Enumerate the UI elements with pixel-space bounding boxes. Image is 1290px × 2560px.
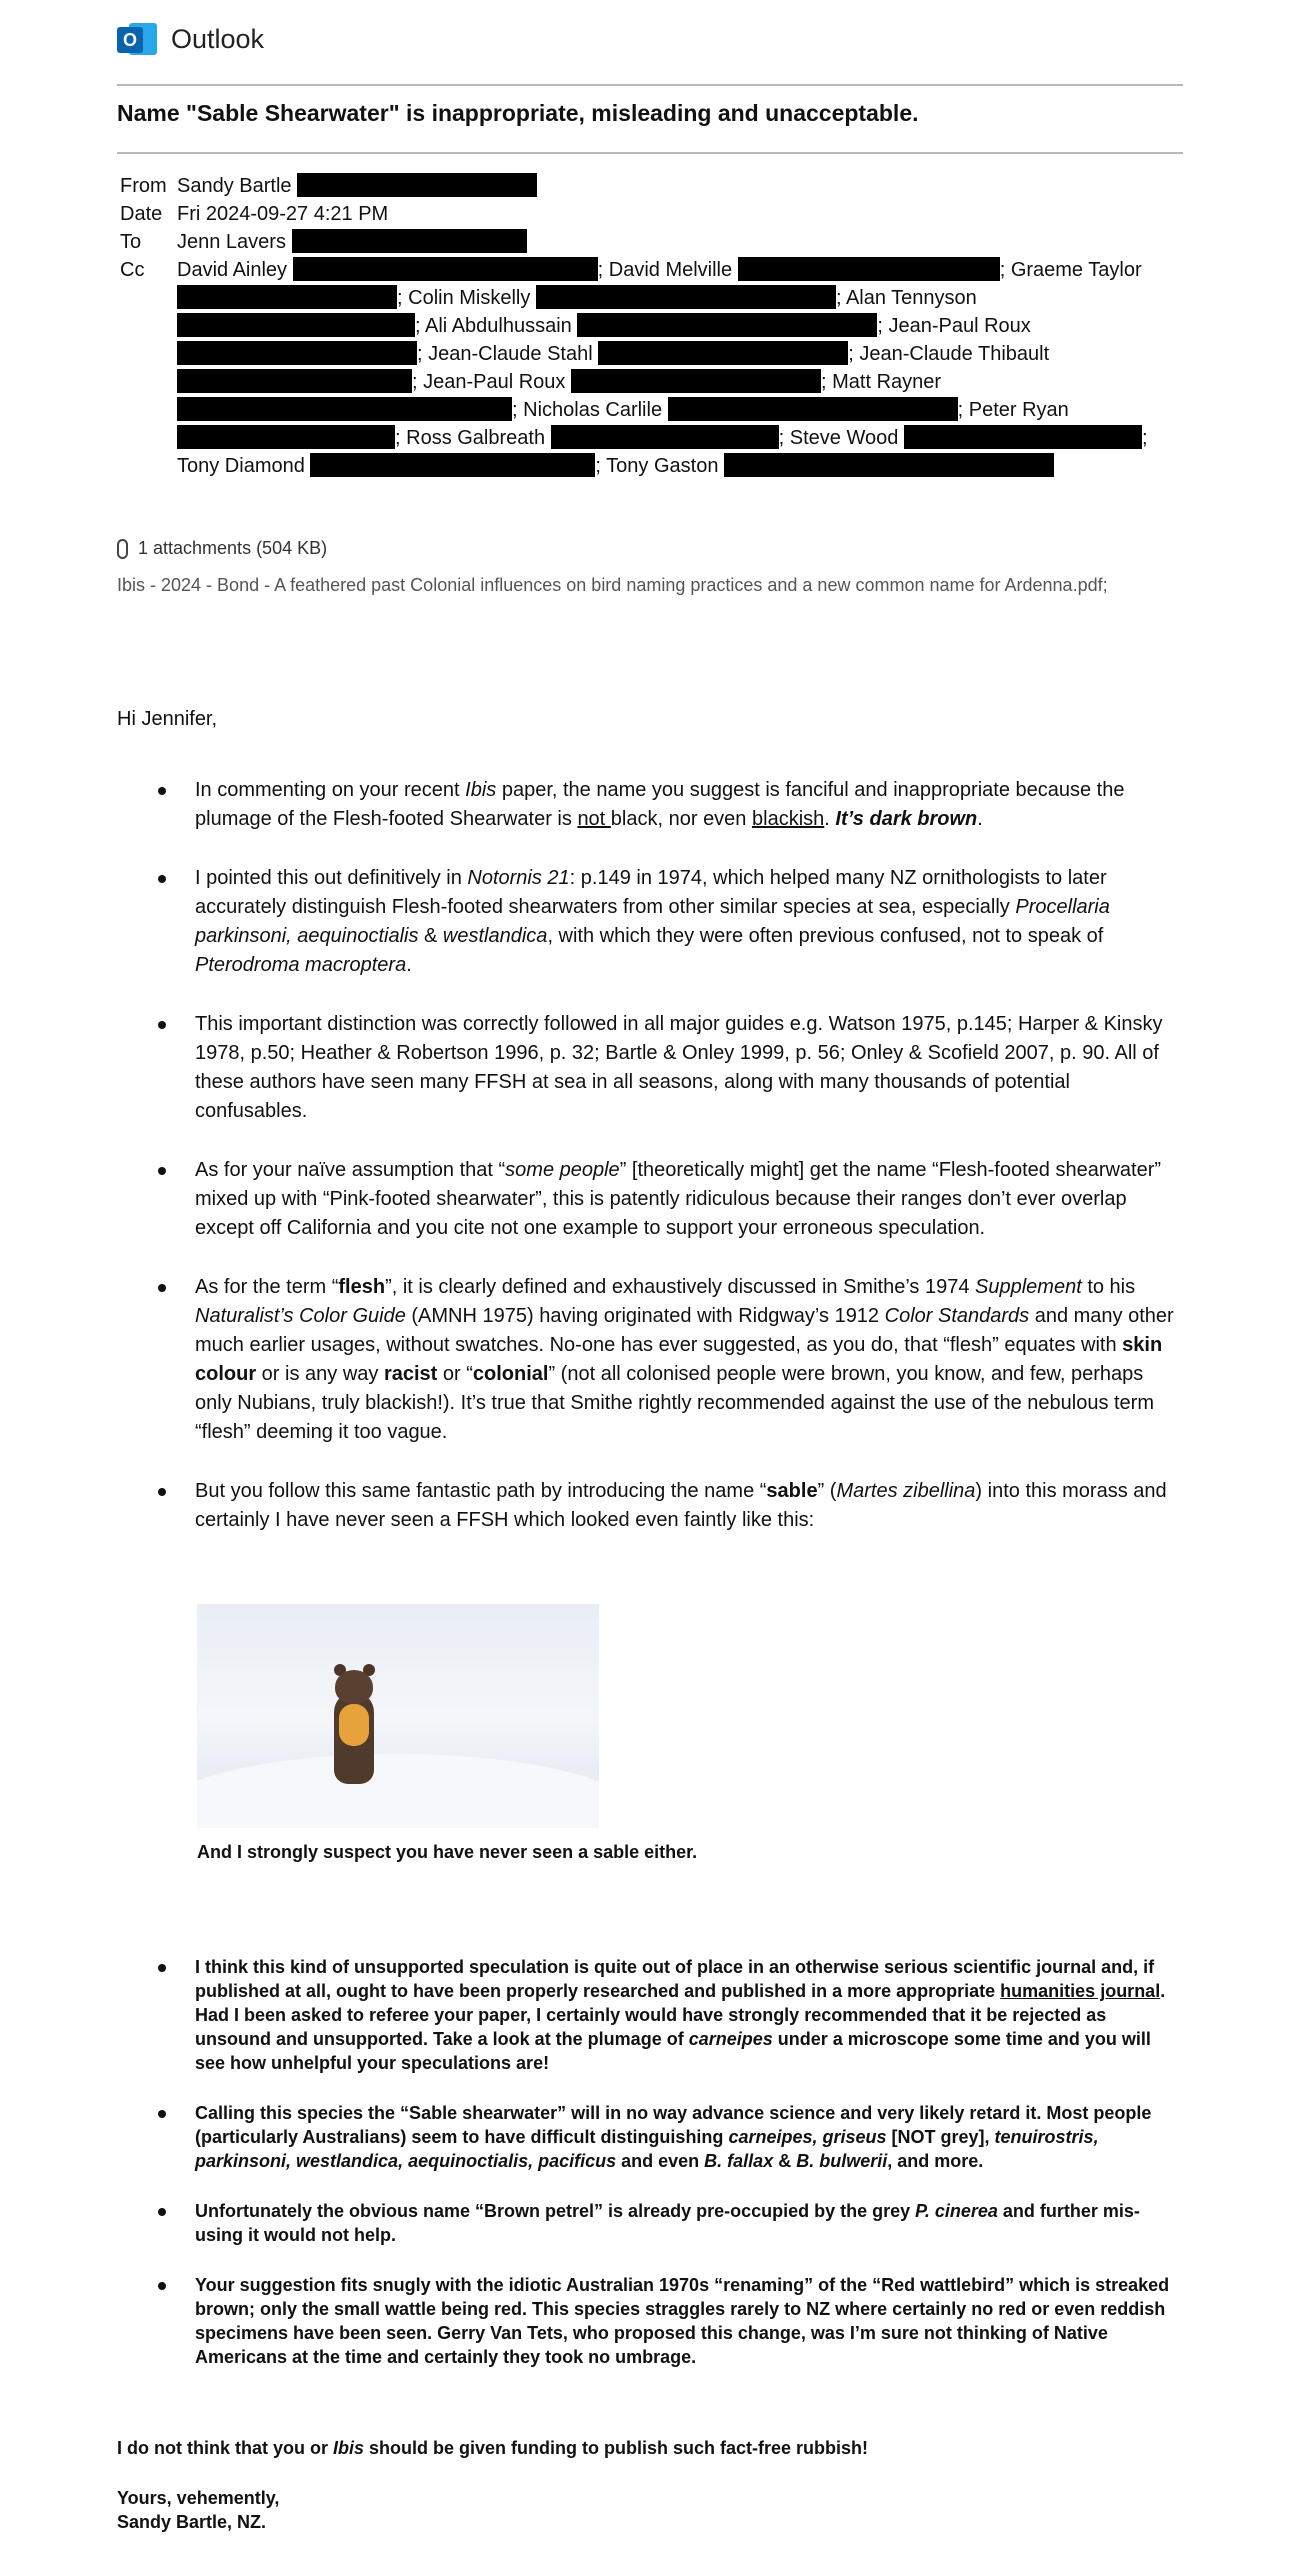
redacted-email [738, 257, 1000, 281]
cc-name[interactable]: Jean-Claude Stahl [428, 343, 593, 365]
list-item: This important distinction was correctly followed in all major guides e.g. Watson 1975, p.145; Harper & Kinsky 1978, p.50; Heather & Robertson 1996, p. 32; Bartle & Onley 1999, p. 56; Onley & Scofield 2007, p. 90. All of these authors have seen many FFSH at sea in all seasons, along with many thousands of potential confusables. [155, 1010, 1185, 1126]
list-item: In commenting on your recent Ibis paper, the name you suggest is fanciful and inappropriate because the plumage of the Flesh-footed Shearwater is not black, nor even blackish. It’s dark brown. [155, 776, 1185, 834]
app-title: Outlook [171, 23, 265, 54]
redacted-email [310, 453, 595, 477]
cc-name[interactable]: Alan Tennyson [845, 287, 977, 309]
cc-list: David Ainley ; David Melville ; Graeme Taylor ; Colin Miskelly ; Alan Tennyson ; Ali Abdulhussain ; Jean-Paul Roux ; Jean-Claude Stahl ; Jean-Claude Thibault ; Jean-Paul Roux ; Matt Rayner ; Nicholas Carlile ; Peter Ryan ; Ross Galbreath ; Steve Wood ; Tony Diamond ; Tony Gaston [177, 259, 1148, 477]
cc-name[interactable]: Graeme Taylor [1010, 259, 1142, 281]
cc-name[interactable]: Nicholas Carlile [523, 399, 663, 421]
greeting: Hi Jennifer, [117, 708, 218, 730]
cc-row [120, 256, 1190, 480]
list-item: But you follow this same fantastic path by introducing the name “sable” (Martes zibellina) into this morass and certainly I have never seen a FFSH which looked even faintly like this: [155, 1477, 1185, 1535]
closing-statement: I do not think that you or Ibis should be given funding to publish such fact-free rubbish! [117, 2438, 868, 2458]
cc-name[interactable]: Jean-Claude Thibault [859, 343, 1050, 365]
to-row [120, 228, 1190, 256]
cc-name[interactable]: Tony Gaston [606, 455, 719, 477]
list-item: I pointed this out definitively in Notornis 21: p.149 in 1974, which helped many NZ ornithologists to later accurately distinguish Flesh-footed shearwaters from other similar species at sea, especially Procellaria parkinsoni, aequinoctialis & westlandica, with which they were often previous confused, not to speak of Pterodroma macroptera. [155, 864, 1185, 980]
redacted-email [177, 285, 397, 309]
list-item: As for the term “flesh”, it is clearly defined and exhaustively discussed in Smithe’s 1974 Supplement to his Naturalist’s Color Guide (AMNH 1975) having originated with Ridgway’s 1912 Color Standards and many other much earlier usages, without swatches. No-one has ever suggested, as you do, that “flesh” equates with skin colour or is any way racist or “colonial” (not all colonised people were brown, you know, and few, perhaps only Nubians, truly blackish!). It’s true that Smithe rightly recommended against the use of the nebulous term “flesh” deeming it too vague. [155, 1273, 1185, 1447]
cc-name[interactable]: Ali Abdulhussain [425, 315, 572, 337]
redacted-email [598, 341, 848, 365]
signature: Sandy Bartle, NZ. [117, 2512, 267, 2532]
body-list [155, 776, 1185, 1535]
redacted-email [551, 425, 779, 449]
email-headers [120, 172, 1190, 480]
cc-name[interactable]: Jean-Paul Roux [423, 371, 566, 393]
redacted-email [177, 369, 412, 393]
app-header [117, 14, 264, 64]
paperclip-icon [117, 539, 128, 559]
date-label: Date [120, 203, 163, 225]
cc-name[interactable]: Jean-Paul Roux [888, 315, 1031, 337]
signoff: Yours, vehemently, [117, 2488, 280, 2508]
list-item: I think this kind of unsupported speculation is quite out of place in an otherwise serious scientific journal and, if published at all, ought to have been properly researched and published in a more appropriate humanities journal. Had I been asked to referee your paper, I certainly would have strongly recommended that it be rejected as unsound and unsupported. Take a look at the plumage of carneipes under a microscope some time and you will see how unhelpful your speculations are! [155, 1955, 1185, 2075]
redacted-email [571, 369, 821, 393]
photo-caption: And I strongly suspect you have never seen a sable either. [197, 1842, 698, 1862]
list-item: Unfortunately the obvious name “Brown petrel” is already pre-occupied by the grey P. cinerea and further mis-using it would not help. [155, 2199, 1185, 2247]
redacted-email [724, 453, 1054, 477]
cc-name[interactable]: Tony Diamond [177, 455, 305, 477]
recipient-name[interactable]: Jenn Lavers [177, 231, 286, 253]
cc-name[interactable]: David Melville [608, 259, 733, 281]
cc-label: Cc [120, 259, 145, 281]
list-item: As for your naïve assumption that “some people” [theoretically might] get the name “Flesh-footed shearwater” mixed up with “Pink-footed shearwater”, this is patently ridiculous because their ranges don’t ever overlap except off California and you cite not one example to support your erroneous speculation. [155, 1156, 1185, 1243]
date-row [120, 200, 1190, 228]
cc-name[interactable]: Colin Miskelly [408, 287, 531, 309]
email-subject: Name "Sable Shearwater" is inappropriate, misleading and unacceptable. [117, 100, 919, 126]
redacted-email [668, 397, 958, 421]
cc-name[interactable]: Matt Rayner [832, 371, 942, 393]
sender-name[interactable]: Sandy Bartle [177, 175, 292, 197]
redacted-email [293, 257, 598, 281]
list-item: Calling this species the “Sable shearwater” will in no way advance science and very likely retard it. Most people (particularly Australians) seem to have difficult distinguishing carneipes, griseus [NOT grey], tenuirostris, parkinsoni, westlandica, aequinoctialis, pacificus and even B. fallax & B. bulwerii, and more. [155, 2101, 1185, 2173]
attachment-summary[interactable] [117, 538, 327, 559]
redacted-email [177, 341, 417, 365]
attachment-count: 1 attachments (504 KB) [138, 538, 328, 558]
sable-photo [197, 1604, 599, 1828]
redacted-email [536, 285, 836, 309]
body-list [155, 1955, 1185, 2369]
redacted-email [904, 425, 1142, 449]
redacted-email [177, 425, 395, 449]
attachment-filename[interactable]: Ibis - 2024 - Bond - A feathered past Colonial influences on bird naming practices and a new common name for Ardenna.pdf; [117, 575, 1108, 595]
cc-name[interactable]: Steve Wood [789, 427, 899, 449]
redacted-email [577, 313, 877, 337]
outlook-logo-icon: O [117, 19, 157, 59]
from-row [120, 172, 1190, 200]
redacted-email [292, 229, 527, 253]
redacted-email [297, 173, 537, 197]
cc-name[interactable]: Ross Galbreath [406, 427, 546, 449]
list-item: Your suggestion fits snugly with the idiotic Australian 1970s “renaming” of the “Red wattlebird” which is streaked brown; only the small wattle being red. This species straggles rarely to NZ where certainly no red or even reddish specimens have been seen. Gerry Van Tets, who proposed this change, was I’m sure not thinking of Native Americans at the time and certainly they took no umbrage. [155, 2273, 1185, 2369]
from-label: From [120, 175, 167, 197]
divider [117, 84, 1183, 86]
to-label: To [120, 231, 142, 253]
cc-name[interactable]: David Ainley [177, 259, 288, 281]
redacted-email [177, 313, 415, 337]
divider [117, 152, 1183, 154]
cc-name[interactable]: Peter Ryan [968, 399, 1069, 421]
redacted-email [177, 397, 512, 421]
date-value: Fri 2024-09-27 4:21 PM [177, 203, 389, 225]
